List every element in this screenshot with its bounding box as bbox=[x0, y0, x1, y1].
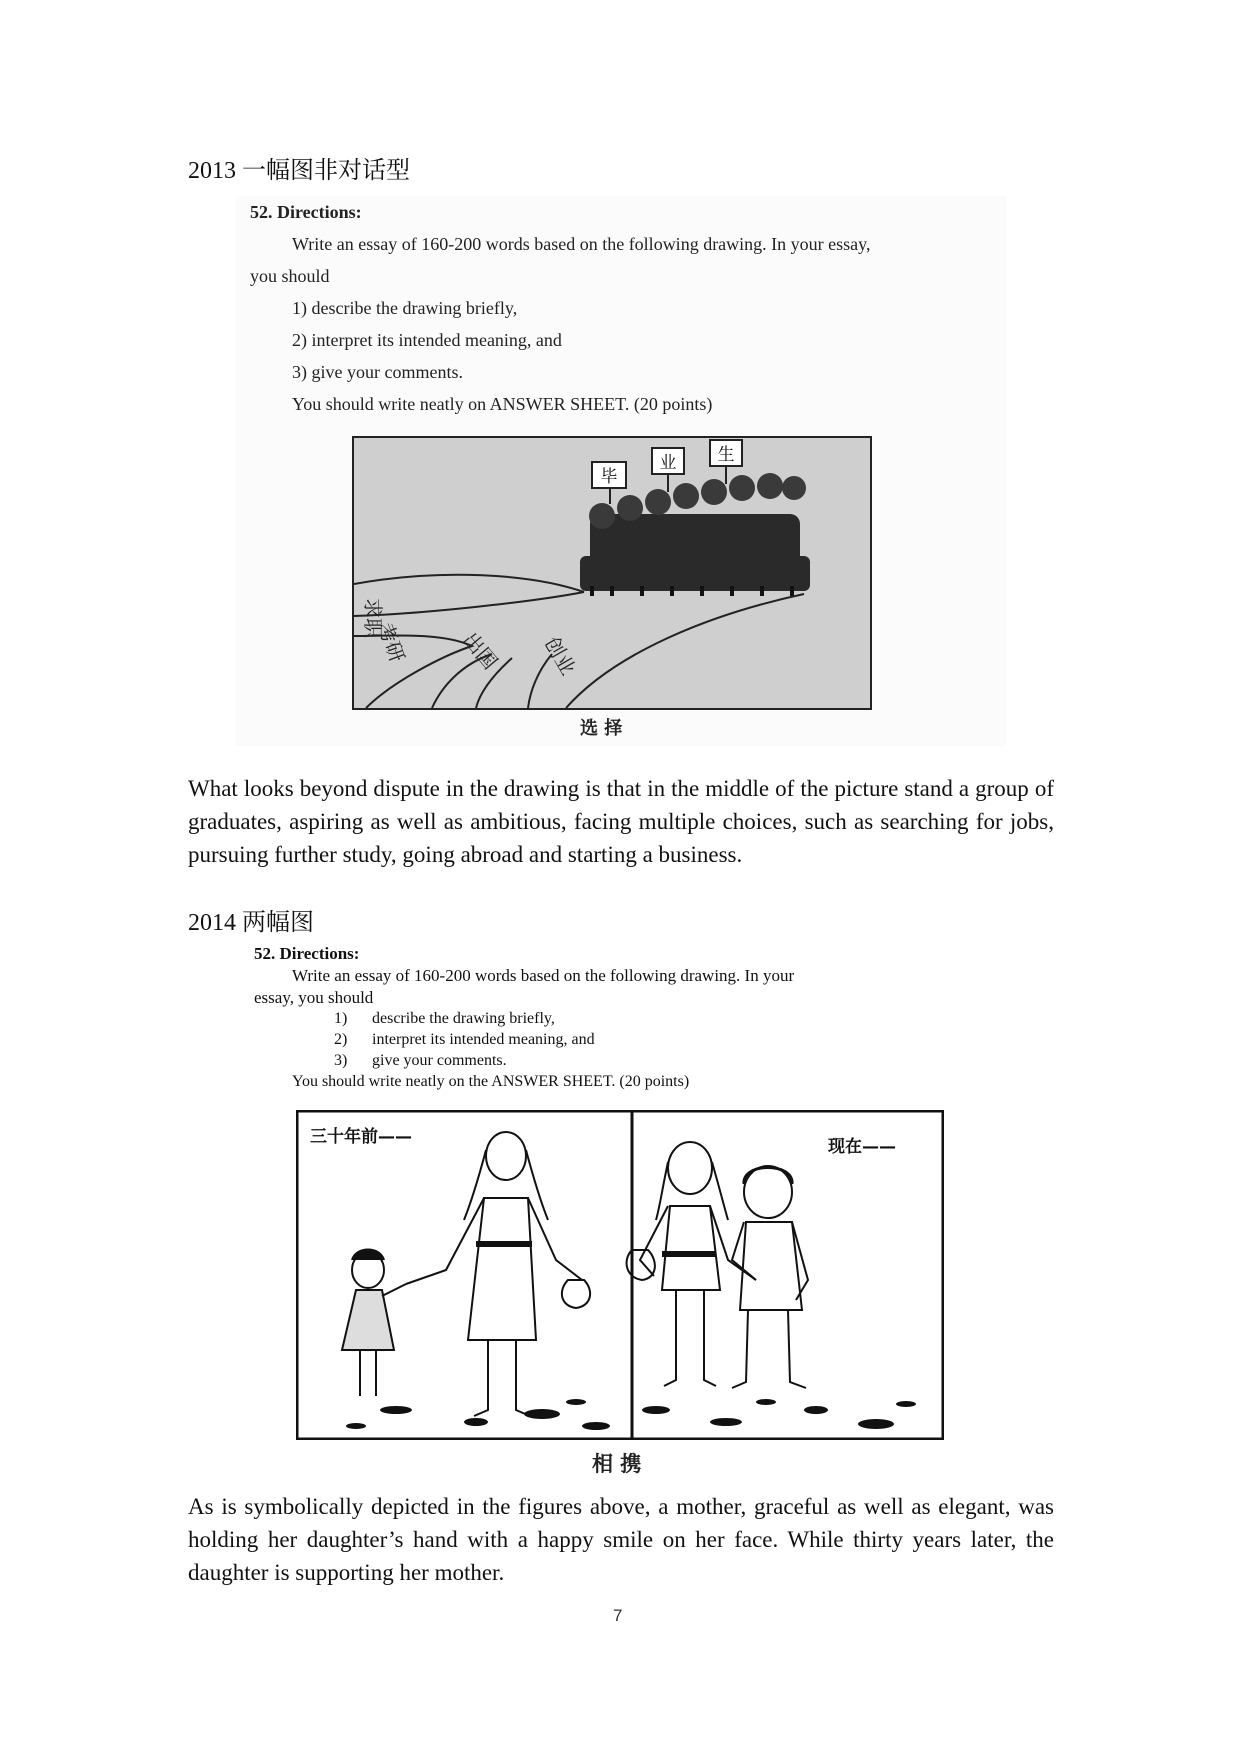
directions-line: essay, you should bbox=[254, 988, 374, 1007]
directions-note: You should write neatly on the ANSWER SHEET. (20 points) bbox=[292, 1073, 690, 1090]
directions-line: Write an essay of 160-200 words based on the following drawing. In your essay, bbox=[292, 234, 871, 254]
road-label-startup: 创业 bbox=[539, 632, 581, 680]
directions-item: 3) give your comments. bbox=[292, 362, 463, 382]
directions-item: describe the drawing briefly, bbox=[372, 1010, 555, 1027]
label-thirty-years-ago: 三十年前—— bbox=[310, 1127, 412, 1147]
item-number: 2) bbox=[334, 1031, 348, 1048]
sign-sheng: 生 bbox=[717, 445, 735, 465]
graduates-cartoon bbox=[352, 436, 872, 711]
label-now: 现在—— bbox=[828, 1137, 896, 1157]
directions-line: Write an essay of 160-200 words based on the following drawing. In your bbox=[292, 966, 795, 985]
road-label-exam: 考研 bbox=[373, 619, 410, 666]
section-2014-heading: 2014 两幅图 bbox=[188, 910, 314, 936]
directions-item: 2) interpret its intended meaning, and bbox=[292, 330, 562, 350]
road-label-abroad: 出国 bbox=[458, 627, 503, 674]
mother-daughter-cartoon bbox=[296, 1110, 944, 1440]
directions-item: interpret its intended meaning, and bbox=[372, 1031, 595, 1048]
road-label-job: 求职 bbox=[361, 598, 385, 638]
item-number: 3) bbox=[334, 1052, 348, 1069]
exam-scan-2014 bbox=[248, 942, 988, 1490]
directions-title: 52. Directions: bbox=[250, 202, 362, 222]
directions-title: 52. Directions: bbox=[254, 944, 360, 963]
item-number: 1) bbox=[334, 1010, 348, 1027]
section-2013-heading: 2013 一幅图非对话型 bbox=[188, 158, 410, 184]
paragraph-2013: What looks beyond dispute in the drawing is that in the middle of the picture stand a group of graduates, aspiring as well as ambitious, facing multiple choices, such as searching for jobs, pursuing further study, going abroad and starting a business. bbox=[188, 776, 1054, 867]
sign-bi: 毕 bbox=[600, 467, 618, 487]
directions-line: you should bbox=[250, 266, 330, 286]
directions-item: give your comments. bbox=[372, 1052, 507, 1069]
cartoon-caption: 选 择 bbox=[580, 718, 623, 739]
sign-ye: 业 bbox=[659, 453, 677, 473]
page-number: 7 bbox=[613, 1606, 623, 1625]
exam-scan-2013 bbox=[236, 196, 1006, 746]
cartoon-caption: 相 携 bbox=[592, 1452, 642, 1476]
directions-note: You should write neatly on ANSWER SHEET. (20 points) bbox=[292, 394, 713, 414]
paragraph-2014: As is symbolically depicted in the figures above, a mother, graceful as well as elegant, was holding her daughter’s hand with a happy smile on her face. While thirty years later, the daughter is supporting her mother. bbox=[188, 1494, 1054, 1585]
directions-item: 1) describe the drawing briefly, bbox=[292, 298, 518, 318]
